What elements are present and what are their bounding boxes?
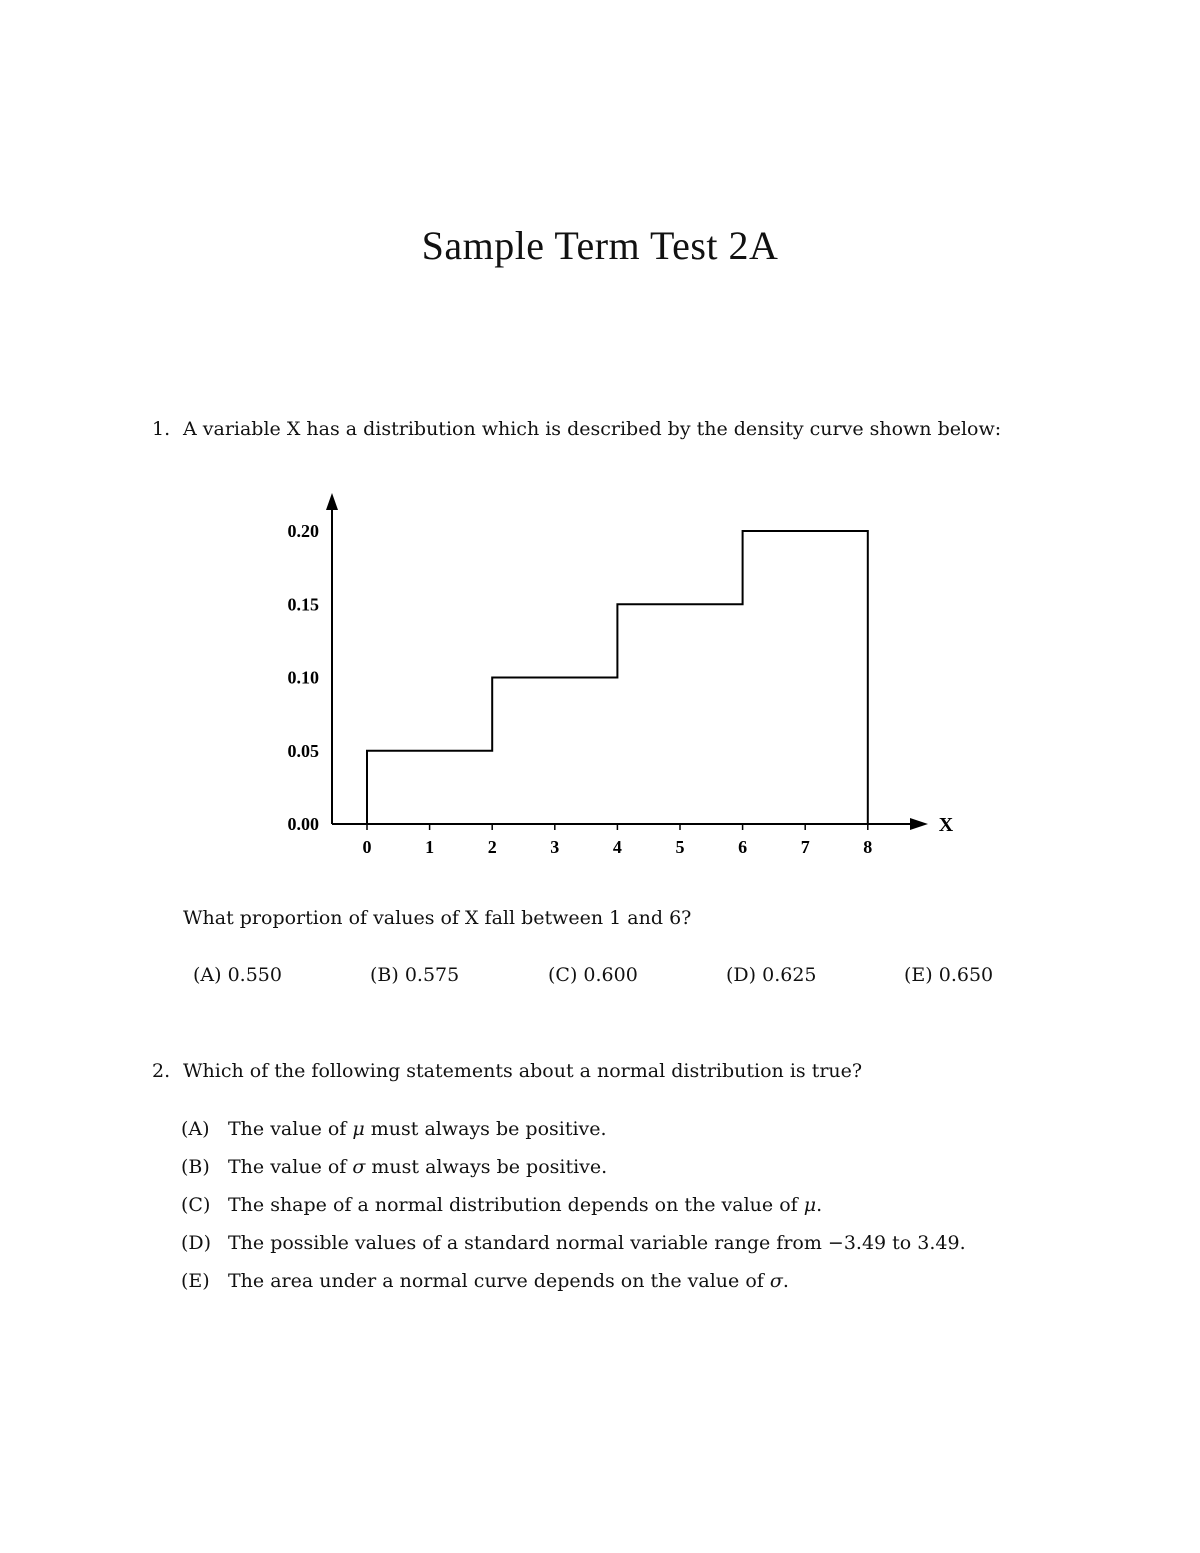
option-label: (A) — [181, 1118, 210, 1140]
choice-value: 0.650 — [938, 964, 994, 986]
density-step-line — [367, 531, 868, 824]
x-tick-label: 8 — [863, 837, 873, 857]
question-2-number: 2. — [152, 1060, 171, 1082]
choice-a[interactable] — [193, 964, 282, 986]
y-axis-arrow-icon — [326, 493, 338, 510]
choice-c[interactable] — [548, 964, 638, 986]
option-text: The value of — [228, 1156, 353, 1178]
option-text-end: must always be positive. — [364, 1118, 607, 1140]
y-tick-label: 0.10 — [287, 667, 319, 688]
x-axis-label: X — [938, 814, 954, 836]
choice-label: (B) — [370, 964, 399, 986]
question-1-text: A variable X has a distribution which is described by the density curve shown below: — [183, 418, 1002, 440]
mu-symbol: μ — [352, 1118, 365, 1140]
option-label: (B) — [181, 1156, 210, 1178]
x-tick-label: 6 — [738, 837, 748, 857]
option-text: The area under a normal curve depends on the value of — [228, 1270, 770, 1292]
choice-d[interactable] — [726, 964, 817, 986]
option-label: (E) — [181, 1270, 210, 1292]
y-tick-label: 0.15 — [287, 594, 319, 615]
page-title: Sample Term Test 2A — [421, 223, 779, 268]
option-label: (C) — [181, 1194, 211, 1216]
choice-value: 0.600 — [583, 964, 638, 986]
option-text-end: must always be positive. — [365, 1156, 608, 1178]
x-axis-arrow-icon — [910, 818, 928, 830]
choice-value: 0.625 — [762, 964, 817, 986]
option-text: The value of — [228, 1118, 353, 1140]
sigma-symbol: σ — [769, 1270, 783, 1292]
choice-value: 0.575 — [404, 964, 460, 986]
y-tick-label: 0.20 — [287, 521, 319, 541]
y-tick-label: 0.00 — [287, 814, 319, 834]
y-tick-label: 0.05 — [287, 740, 319, 761]
option-text: The shape of a normal distribution depends on the value of — [228, 1194, 804, 1216]
x-tick-label: 2 — [487, 837, 497, 857]
mu-symbol: μ — [803, 1194, 817, 1216]
choice-value: 0.550 — [227, 964, 282, 986]
option-b[interactable] — [181, 1156, 607, 1178]
choice-label: (C) — [548, 964, 578, 986]
x-tick-label: 1 — [425, 837, 435, 857]
option-text: The possible values of a standard normal variable range from −3.49 to 3.49. — [228, 1232, 966, 1254]
question-2-text: Which of the following statements about a normal distribution is true? — [183, 1060, 863, 1082]
x-tick-label: 0 — [362, 837, 372, 857]
option-label: (D) — [181, 1232, 212, 1254]
choice-label: (D) — [726, 964, 757, 986]
question-1-subquestion: What proportion of values of X fall between 1 and 6? — [183, 907, 692, 929]
choice-e[interactable] — [904, 964, 993, 986]
option-text-end: . — [816, 1194, 823, 1216]
choice-b[interactable] — [370, 964, 459, 986]
x-tick-label: 3 — [550, 837, 560, 857]
option-c[interactable] — [181, 1194, 822, 1216]
choice-label: (E) — [904, 964, 933, 986]
question-1-number: 1. — [152, 418, 171, 440]
choice-label: (A) — [193, 964, 222, 986]
x-tick-label: 5 — [675, 837, 685, 857]
option-text-end: . — [782, 1270, 789, 1292]
x-tick-label: 7 — [800, 837, 810, 857]
sigma-symbol: σ — [352, 1156, 366, 1178]
option-e[interactable] — [181, 1270, 789, 1292]
option-d[interactable] — [181, 1232, 966, 1254]
x-tick-label: 4 — [612, 837, 622, 857]
density-chart — [270, 488, 970, 868]
option-a[interactable] — [181, 1118, 607, 1140]
